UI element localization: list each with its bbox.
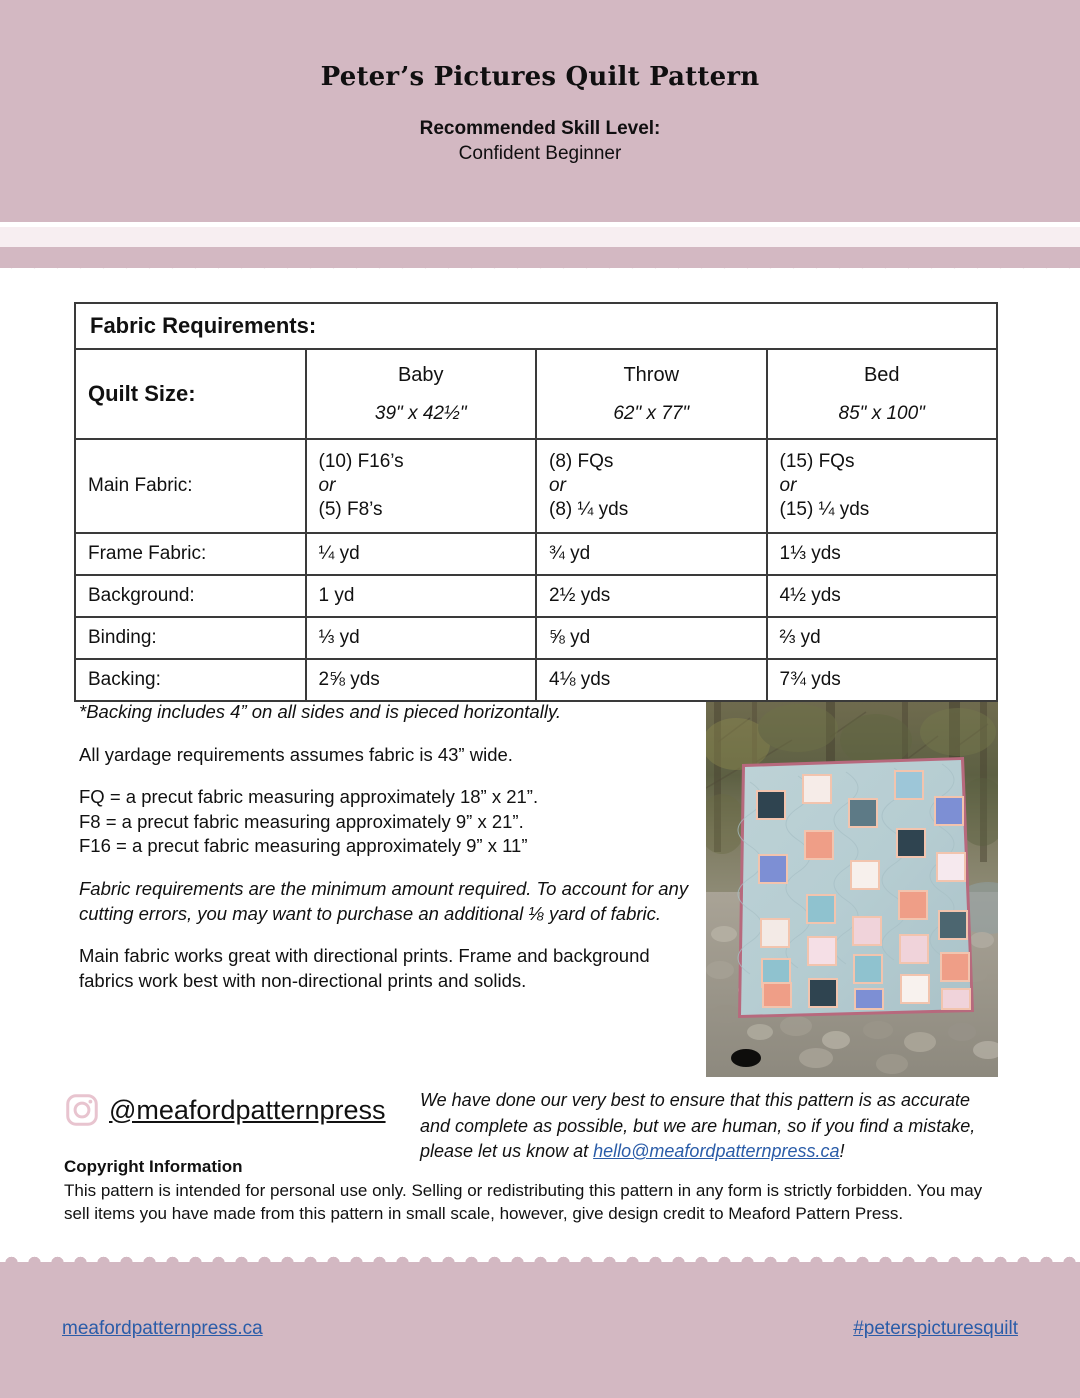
backing-note: *Backing includes 4” on all sides and is pieced horizontally. — [79, 701, 561, 722]
quilt-size-label: Quilt Size: — [88, 381, 196, 406]
directional-prints-note: Main fabric works great with directional prints. Frame and background fabrics work best with non-directional prints and solids. — [79, 945, 650, 991]
disclaimer-text-after: ! — [839, 1141, 845, 1162]
backing-baby: 2⅝ yds — [306, 659, 537, 701]
main-fabric-throw-line2: (8) ¼ yds — [549, 499, 629, 521]
background-throw: 2½ yds — [536, 575, 767, 617]
skill-level-value: Confident Beginner — [458, 143, 622, 164]
quilt-size-row — [75, 349, 997, 439]
binding-baby: ⅓ yd — [306, 617, 537, 659]
notes-column — [79, 700, 699, 993]
background-baby: 1 yd — [306, 575, 537, 617]
instagram-icon — [64, 1092, 100, 1128]
footer-hashtag-link[interactable]: #peterspicturesquilt — [853, 1318, 1018, 1339]
main-fabric-label: Main Fabric: — [75, 439, 306, 533]
instagram-handle[interactable]: @meafordpatternpress — [109, 1094, 386, 1125]
fabric-requirements-title: Fabric Requirements: — [75, 303, 997, 349]
main-fabric-bed-line2: (15) ¼ yds — [779, 499, 870, 521]
quilt-size-label-cell — [75, 349, 306, 439]
size-name-baby: Baby — [397, 363, 444, 386]
minimum-requirement-note: Fabric requirements are the minimum amount required. To account for any cutting errors, you may want to purchase an additional ⅛ yard of fabric. — [79, 877, 689, 924]
size-cell-baby — [306, 349, 537, 439]
fabric-width-note: All yardage requirements assumes fabric is 43” wide. — [79, 743, 513, 765]
page-title: Peter’s Pictures Quilt Pattern — [320, 62, 760, 92]
row-label-background: Background: — [75, 575, 306, 617]
main-fabric-bed — [767, 439, 998, 533]
table-row — [75, 617, 997, 659]
support-email-link[interactable]: hello@meafordpatternpress.ca — [593, 1141, 840, 1162]
table-row — [75, 575, 997, 617]
precut-f8-definition: F8 = a precut fabric measuring approximately 9” x 21”. — [79, 810, 524, 832]
table-row — [75, 533, 997, 575]
scalloped-border-bottom — [0, 1249, 1080, 1263]
precut-definitions — [79, 785, 699, 859]
main-fabric-bed-line1: (15) FQs — [779, 450, 855, 472]
row-label-frame-fabric: Frame Fabric: — [75, 533, 306, 575]
size-cell-throw — [536, 349, 767, 439]
backing-bed: 7¾ yds — [767, 659, 998, 701]
table-row — [75, 659, 997, 701]
main-fabric-baby-line2: (5) F8’s — [318, 499, 383, 521]
frame-fabric-bed: 1⅓ yds — [767, 533, 998, 575]
copyright-heading: Copyright Information — [64, 1157, 243, 1176]
binding-throw: ⅝ yd — [536, 617, 767, 659]
accuracy-disclaimer — [420, 1088, 1000, 1165]
size-dimensions-throw: 62" x 77" — [613, 402, 690, 424]
main-fabric-baby-line1: (10) F16’s — [318, 450, 404, 472]
size-dimensions-baby: 39" x 42½" — [374, 402, 467, 424]
scalloped-border-top — [0, 262, 1080, 276]
frame-fabric-baby: ¼ yd — [306, 533, 537, 575]
main-fabric-throw-or: or — [549, 474, 566, 496]
size-name-bed: Bed — [863, 363, 900, 386]
precut-f16-definition: F16 = a precut fabric measuring approximately 9” x 11” — [79, 835, 528, 857]
main-fabric-throw — [536, 439, 767, 533]
main-fabric-bed-or: or — [779, 474, 797, 496]
main-fabric-throw-line1: (8) FQs — [549, 450, 614, 472]
size-dimensions-bed: 85" x 100" — [838, 402, 925, 424]
header-band — [0, 0, 1080, 222]
instagram-row[interactable] — [64, 1092, 386, 1128]
background-bed: 4½ yds — [767, 575, 998, 617]
frame-fabric-throw: ¾ yd — [536, 533, 767, 575]
main-fabric-baby-or: or — [318, 474, 336, 496]
footer-website-link[interactable]: meafordpatternpress.ca — [62, 1318, 263, 1339]
copyright-body: This pattern is intended for personal use only. Selling or redistributing this pattern in any form is strictly forbidden. You may sell items you have made from this pattern in small scale, however, give design credit to Meaford Pattern Press. — [64, 1181, 983, 1223]
backing-throw: 4⅛ yds — [536, 659, 767, 701]
size-cell-bed — [767, 349, 998, 439]
row-label-binding: Binding: — [75, 617, 306, 659]
fabric-requirements-table — [74, 302, 998, 702]
row-label-backing: Backing: — [75, 659, 306, 701]
table-title-row — [75, 303, 997, 349]
header-divider-light-stripe — [0, 227, 1080, 247]
precut-fq-definition: FQ = a precut fabric measuring approximately 18” x 21”. — [79, 786, 539, 808]
binding-bed: ⅔ yd — [767, 617, 998, 659]
disclaimer-text-before: We have done our very best to ensure that this pattern is as accurate and complete as possible, but we are human, so if you find a mistake, please let us know at — [420, 1090, 976, 1162]
main-fabric-baby — [306, 439, 537, 533]
main-fabric-row — [75, 439, 997, 533]
size-name-throw: Throw — [623, 363, 680, 386]
quilt-photograph — [706, 702, 998, 1077]
skill-level-label: Recommended Skill Level: — [419, 118, 661, 139]
